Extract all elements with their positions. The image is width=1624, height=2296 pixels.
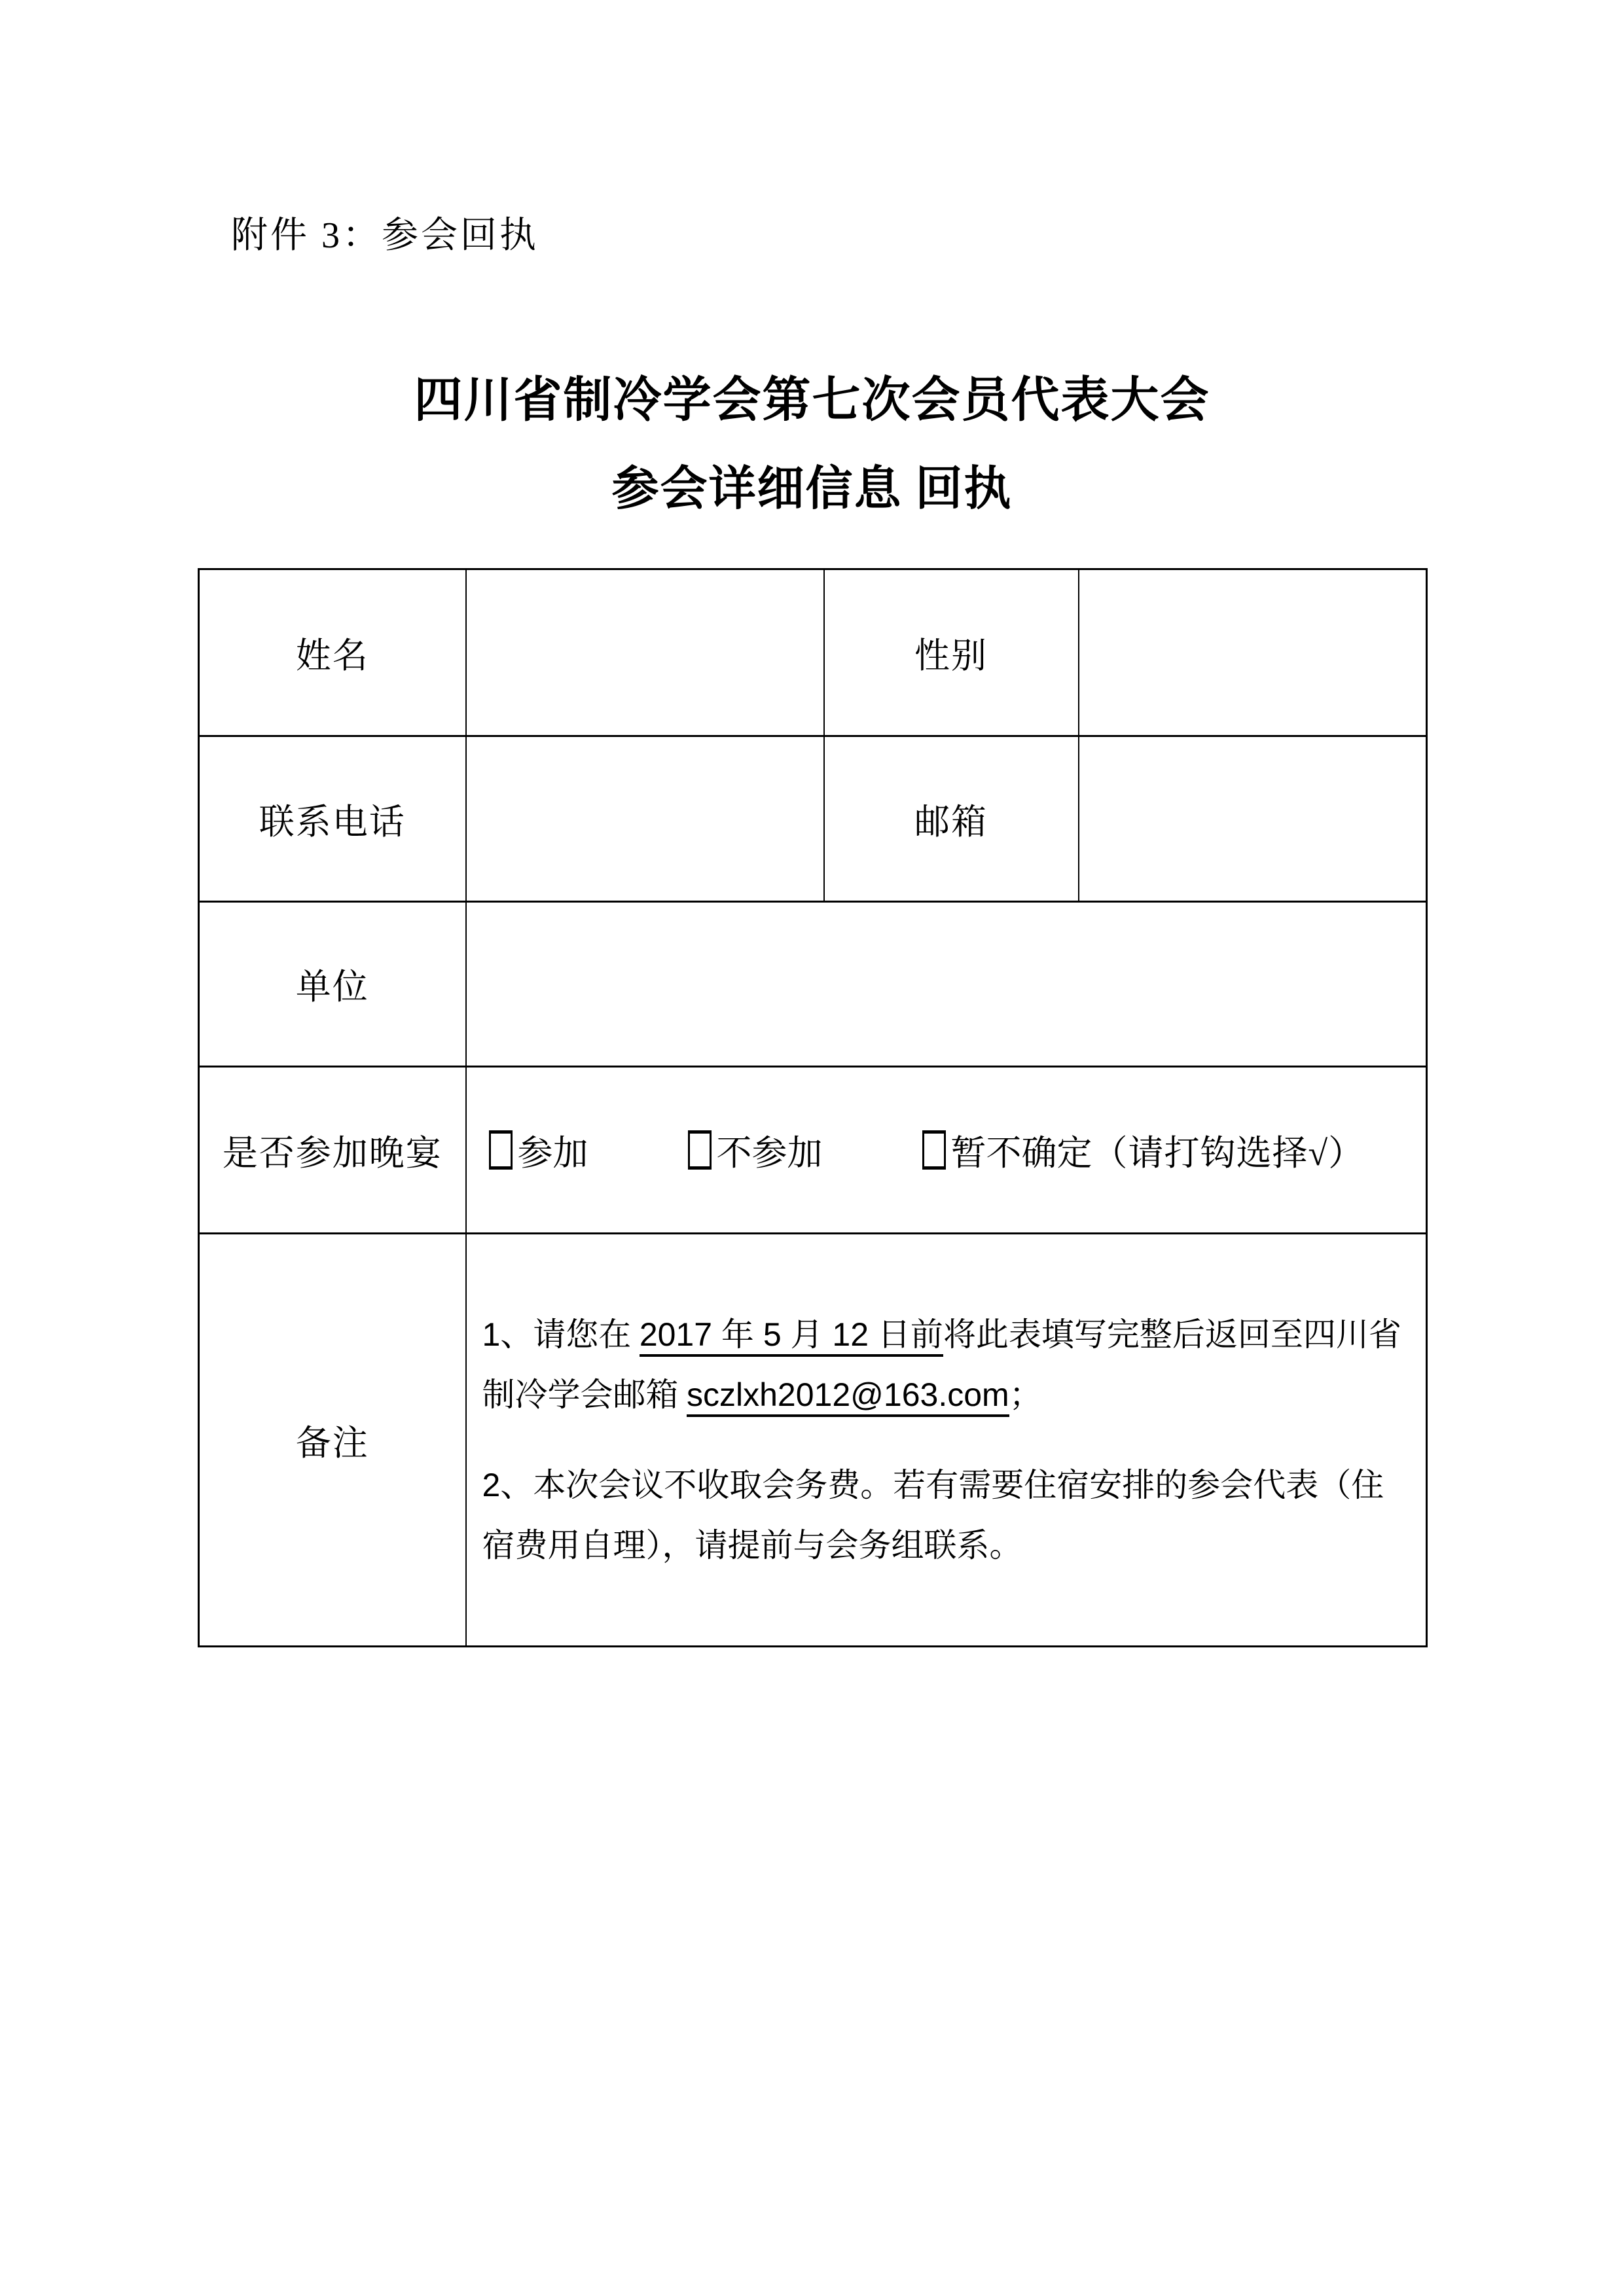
remark-1-suffix: ；	[1009, 1376, 1042, 1413]
phone-input-cell[interactable]	[466, 736, 824, 902]
remark-item-2	[482, 1455, 1408, 1575]
organization-input-cell[interactable]	[466, 902, 1427, 1067]
dinner-option-not-attend[interactable]	[688, 1125, 823, 1175]
gender-input-cell[interactable]	[1079, 569, 1427, 736]
name-input-cell[interactable]	[466, 569, 824, 736]
remarks-label: 备注	[199, 1234, 466, 1647]
row-remarks	[199, 1234, 1427, 1647]
title-block	[0, 374, 1624, 515]
dinner-options-cell	[466, 1067, 1427, 1234]
email-input-cell[interactable]	[1079, 736, 1427, 902]
dinner-option-undecided[interactable]	[922, 1125, 1092, 1175]
dinner-option-undecided-label: 暂不确定	[950, 1133, 1092, 1173]
remark-1-prefix: 请您在	[533, 1316, 640, 1353]
attachment-label: 附件 3：参会回执	[231, 215, 539, 256]
dinner-tick-note: （请打钩选择√）	[1092, 1133, 1365, 1173]
form-subtitle: 参会详细信息 回执	[611, 463, 1013, 515]
row-organization	[199, 902, 1427, 1067]
remark-2-number: 2、	[482, 1467, 533, 1503]
row-dinner	[199, 1067, 1427, 1234]
name-label: 姓名	[199, 569, 466, 736]
reply-form-table	[198, 568, 1428, 1647]
remark-1-middle: 将此表填写完整后返回至四川省制冷学会邮箱	[482, 1316, 1401, 1413]
row-phone-email	[199, 736, 1427, 902]
row-name-gender	[199, 569, 1427, 736]
remark-1-email-address: sczlxh2012@163.com	[687, 1376, 1009, 1417]
organization-label: 单位	[199, 902, 466, 1067]
dinner-option-attend[interactable]	[489, 1125, 588, 1175]
checkbox-not-attend-icon[interactable]	[688, 1130, 712, 1170]
dinner-option-attend-label: 参加	[517, 1133, 588, 1173]
remark-1-deadline-date: 2017 年 5 月 12 日前	[640, 1316, 943, 1357]
checkbox-undecided-icon[interactable]	[922, 1130, 946, 1170]
remark-item-1	[482, 1304, 1408, 1425]
phone-label: 联系电话	[199, 736, 466, 902]
gender-label: 性别	[824, 569, 1079, 736]
dinner-label: 是否参加晚宴	[199, 1067, 466, 1234]
remarks-content	[467, 1304, 1426, 1575]
email-label: 邮箱	[824, 736, 1079, 902]
dinner-option-not-attend-label: 不参加	[716, 1133, 823, 1173]
remarks-cell	[466, 1234, 1427, 1647]
conference-title: 四川省制冷学会第七次会员代表大会	[414, 374, 1210, 427]
remark-2-text: 本次会议不收取会务费。若有需要住宿安排的参会代表（住宿费用自理），请提前与会务组联系。	[482, 1467, 1384, 1564]
checkbox-attend-icon[interactable]	[489, 1130, 513, 1170]
remark-1-number: 1、	[482, 1316, 533, 1353]
